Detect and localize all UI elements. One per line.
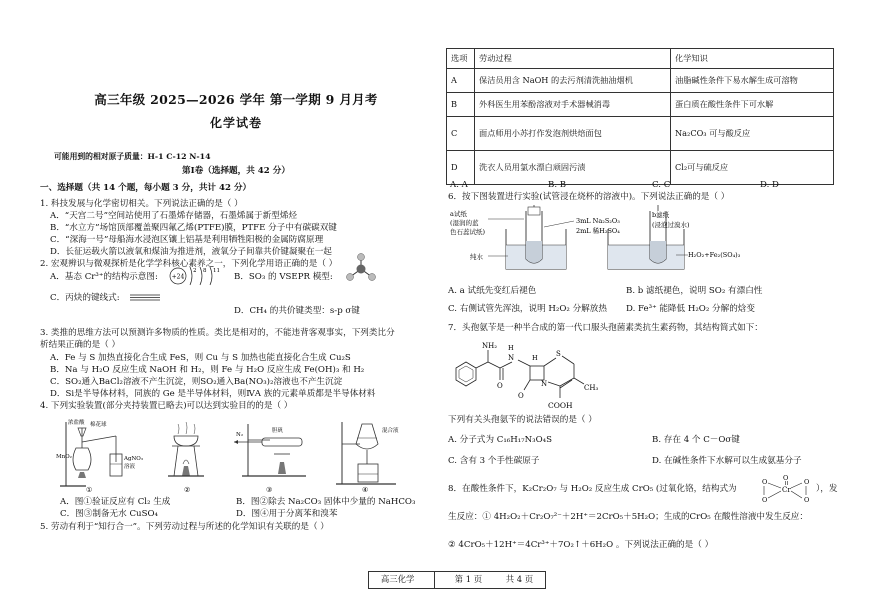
- label-cooh: COOH: [548, 401, 573, 410]
- q4-option-c: C．图③制备无水 CuSO₄: [60, 509, 158, 519]
- q7-option-c: C. 含有 3 个手性碳原子: [448, 456, 540, 466]
- q3-option-b: B．Na 与 H₂O 反应生成 NaOH 和 H₂，则 Fe 与 H₂O 反应生成 Fe(OH)₃ 和 H₂: [50, 365, 365, 375]
- shell-2-count: 8: [203, 268, 207, 274]
- q6-option-c: C. 右侧试管先浑浊，说明 H₂O₂ 分解放热: [448, 304, 607, 314]
- q1-option-b: B．“水立方”场馆顶部覆盖聚四氟乙烯(PTFE)膜，PTFE 分子中有碳碳双键: [50, 223, 337, 233]
- propyne-skeletal-formula: [128, 292, 164, 302]
- figure-4-apparatus: [336, 422, 399, 492]
- q8-line2: 生反应：① 4H₂O₂＋Cr₂O₇²⁻＋2H⁺＝2CrO₅＋5H₂O；生成的CrO₅ 在酸性溶液中发生反应：: [448, 512, 808, 522]
- table-cell: D: [447, 151, 475, 185]
- figure-1-number: ①: [86, 486, 93, 492]
- q4-option-d: D．图④用于分离苯和溴苯: [236, 509, 338, 519]
- q1-stem: 1. 科技发展与化学密切相关。下列说法正确的是（ ）: [40, 199, 243, 209]
- footer-divider: [434, 571, 435, 589]
- label-o-ll: O: [762, 496, 768, 504]
- page-footer: [368, 571, 546, 589]
- label-o-lactam: O: [518, 392, 524, 400]
- q5-stem: 5. 劳动有利于“知行合一”。下列劳动过程与所述的化学知识有关联的是（ ）: [40, 522, 329, 532]
- q6-option-b: B. b 滤纸褪色，说明 SO₂ 有漂白性: [626, 286, 763, 296]
- table-cell: 面点师用小苏打作发泡剂烘焙面包: [475, 117, 671, 151]
- q5-option-d: D. D: [760, 180, 779, 190]
- label-na2s2o3: 3mL Na₂S₂O₃: [576, 217, 620, 225]
- label-n2: N₂: [236, 432, 244, 438]
- q5-option-a: A. A: [450, 180, 468, 190]
- cr3-structure-diagram: [168, 262, 224, 290]
- figure-1-apparatus: [56, 418, 143, 492]
- table-cell: 洗衣人员用氯水漂白顽固污渍: [475, 151, 671, 185]
- label-o-amide: O: [497, 382, 503, 390]
- label-cuso4: 胆矾: [272, 428, 284, 434]
- label-mixture: 混合液: [382, 428, 399, 434]
- table-header-row: [447, 49, 834, 69]
- q3-option-a: A．Fe 与 S 加热直接化合生成 FeS，则 Cu 与 S 加热也能直接化合生成 Cu₂S: [50, 353, 351, 363]
- q2-option-d: D．CH₄ 的共价键类型：s-p σ键: [234, 306, 360, 316]
- q5-option-c: C. C: [652, 180, 671, 190]
- q3-option-c: C．SO₂通入BaCl₂溶液不产生沉淀，则SO₂通入Ba(NO₃)₂溶液也不产生沉淀: [50, 377, 343, 387]
- exam-subtitle: 化学试卷: [209, 116, 262, 130]
- label-b-desc: (浸泡过溴水): [652, 221, 690, 229]
- atom-nucleus-label: +24: [171, 273, 185, 281]
- q6-stem: 6．按下图装置进行实验(试管浸在烧杯的溶液中)。下列说法正确的是（ ）: [448, 192, 730, 202]
- q3-stem-line2: 析结果正确的是（ ）: [40, 340, 121, 350]
- label-agno3: AgNO₃: [124, 456, 144, 462]
- label-cotton: 棉花球: [90, 422, 107, 428]
- label-o-ur: O: [804, 478, 810, 486]
- table-header-cell: 劳动过程: [475, 49, 671, 69]
- label-o-ul: O: [762, 478, 768, 486]
- figure-2-apparatus: [168, 422, 204, 492]
- so3-vsepr-model: [344, 252, 378, 286]
- label-a-desc-1: (湿润的蓝: [450, 219, 479, 227]
- q4-stem: 4. 下列实验装置(部分夹持装置已略去)可以达到实验目的的是（ ）: [40, 401, 293, 411]
- q6-experiment-figure: [448, 205, 834, 275]
- table-cell: Cl₂可与硫反应: [671, 151, 834, 185]
- label-s-ring: S: [556, 350, 561, 358]
- q6-option-a: A. a 试纸先变红后褪色: [448, 286, 537, 296]
- table-header-cell: 选项: [447, 49, 475, 69]
- q2-option-c: C．丙炔的键线式:: [50, 293, 120, 303]
- label-h2o2-fe: H₂O₂+Fe₂(SO₄)₃: [688, 251, 741, 259]
- q3-option-d: D．Si是半导体材料，同族的 Ge 是半导体材料，则ⅣA 族的元素单质都是半导体材料: [50, 389, 376, 399]
- q8-line1-tail: ），发: [816, 484, 838, 494]
- volume-heading: 第Ⅰ卷（选择题，共 42 分）: [182, 166, 290, 176]
- label-o-top: O: [783, 474, 789, 482]
- q1-option-c: C．“深海一号”母船海水浸泡区镶上铝基是利用牺牲阳极的金属防腐原理: [50, 235, 324, 245]
- q7-option-a: A. 分子式为 C₁₆H₁₇N₃O₄S: [448, 435, 552, 445]
- table-cell: A: [447, 69, 475, 93]
- q2-option-a: A．基态 Cr³⁺的结构示意图:: [50, 272, 158, 282]
- table-header-cell: 化学知识: [671, 49, 834, 69]
- footer-page-number: 第 1 页: [454, 574, 483, 585]
- table-cell: B: [447, 93, 475, 117]
- label-b-paper: b滤纸: [652, 211, 670, 219]
- q2-stem: 2. 宏观辨识与微观探析是化学学科核心素养之一，下列化学用语正确的是（ ）: [40, 259, 338, 269]
- q2-option-b: B．SO₃ 的 VSEPR 模型:: [234, 272, 333, 282]
- cephalexin-structure: [448, 336, 648, 414]
- table-cell: 保洁员用含 NaOH 的去污剂清洗抽油烟机: [475, 69, 671, 93]
- q3-stem-line1: 3. 类推的思维方法可以预测许多物质的性质。类比是相对的，不能违背客观事实，下列类比分: [40, 328, 395, 338]
- q7-option-d: D. 在碱性条件下水解可以生成氨基分子: [652, 456, 802, 466]
- cro5-structural-formula: [758, 474, 814, 504]
- q4-apparatus-figures: [56, 414, 432, 492]
- label-n-ring: N: [541, 380, 548, 388]
- label-n-amide: N: [508, 354, 515, 362]
- label-a-paper: a试纸: [450, 210, 467, 218]
- table-row: [447, 117, 834, 151]
- table-cell: 外科医生用苯酚溶液对手术器械消毒: [475, 93, 671, 117]
- footer-subject: 高三化学: [380, 574, 415, 585]
- q1-option-a: A．“天宫二号”空间站使用了石墨烯存储器，石墨烯属于新型烯烃: [50, 211, 298, 221]
- label-mno2: MnO₂: [56, 454, 72, 460]
- label-water: 纯水: [470, 253, 483, 261]
- label-dilute-h2so4: 2mL 稀H₂SO₄: [576, 227, 620, 235]
- section-heading: 一、选择题（共 14 个题，每小题 3 分，共计 42 分）: [40, 183, 252, 193]
- table-row: [447, 69, 834, 93]
- q8-line1: 8．在酸性条件下，K₂Cr₂O₇ 与 H₂O₂ 反应生成 CrO₅ (过氧化铬，结构式为: [448, 484, 737, 494]
- label-ch3: CH₃: [584, 384, 599, 392]
- q8-line3: ② 4CrO₅＋12H⁺＝4Cr³⁺＋7O₂↑＋6H₂O 。下列说法正确的是（ ）: [448, 540, 714, 550]
- label-h-amide: H: [508, 344, 514, 352]
- q4-option-b: B．图②除去 Na₂CO₃ 固体中少量的 NaHCO₃: [236, 497, 416, 507]
- figure-3-apparatus: [234, 424, 306, 492]
- q1-option-d: D．长征运载火箭以液氧和煤油为推进剂，液氧分子间靠共价键凝聚在一起: [50, 247, 332, 257]
- figure-4-number: ④: [362, 486, 369, 492]
- q5-options-table: [446, 48, 834, 185]
- table-row: [447, 93, 834, 117]
- shell-3-count: 11: [213, 268, 220, 274]
- q5-option-b: B. B: [548, 180, 567, 190]
- label-solution: 溶液: [124, 464, 136, 470]
- label-h-ring: H: [532, 354, 538, 362]
- table-cell: 油脂碱性条件下易水解生成可溶物: [671, 69, 834, 93]
- table-cell: C: [447, 117, 475, 151]
- q7-option-b: B. 存在 4 个 C－Oσ键: [652, 435, 740, 445]
- table-cell: 蛋白质在酸性条件下可水解: [671, 93, 834, 117]
- q6-option-d: D. Fe³⁺ 能降低 H₂O₂ 分解的焓变: [626, 304, 755, 314]
- label-a-desc-2: 色石蕊试纸): [450, 228, 486, 236]
- atomic-masses: 可能用到的相对原子质量：H-1 C-12 N-14: [54, 152, 211, 161]
- exam-title: 高三年级 2025—2026 学年 第一学期 9 月月考: [94, 92, 378, 107]
- label-nh2: NH₂: [482, 342, 498, 350]
- footer-total-pages: 共 4 页: [505, 574, 534, 585]
- label-cr: Cr: [782, 486, 791, 494]
- shell-1-count: 2: [193, 268, 197, 274]
- label-o-lr: O: [804, 496, 810, 504]
- figure-3-number: ③: [266, 486, 273, 492]
- figure-2-number: ②: [184, 486, 191, 492]
- table-cell: Na₂CO₃ 可与酸反应: [671, 117, 834, 151]
- q4-option-a: A．图①验证反应有 Cl₂ 生成: [60, 497, 171, 507]
- q7-sub-stem: 下列有关头孢氨苄的说法错误的是（ ）: [448, 415, 597, 425]
- q7-stem: 7．头孢氨苄是一种半合成的第一代口服头孢菌素类抗生素药物，其结构简式如下：: [448, 323, 763, 333]
- label-concentrated-hcl: 浓盐酸: [68, 420, 85, 426]
